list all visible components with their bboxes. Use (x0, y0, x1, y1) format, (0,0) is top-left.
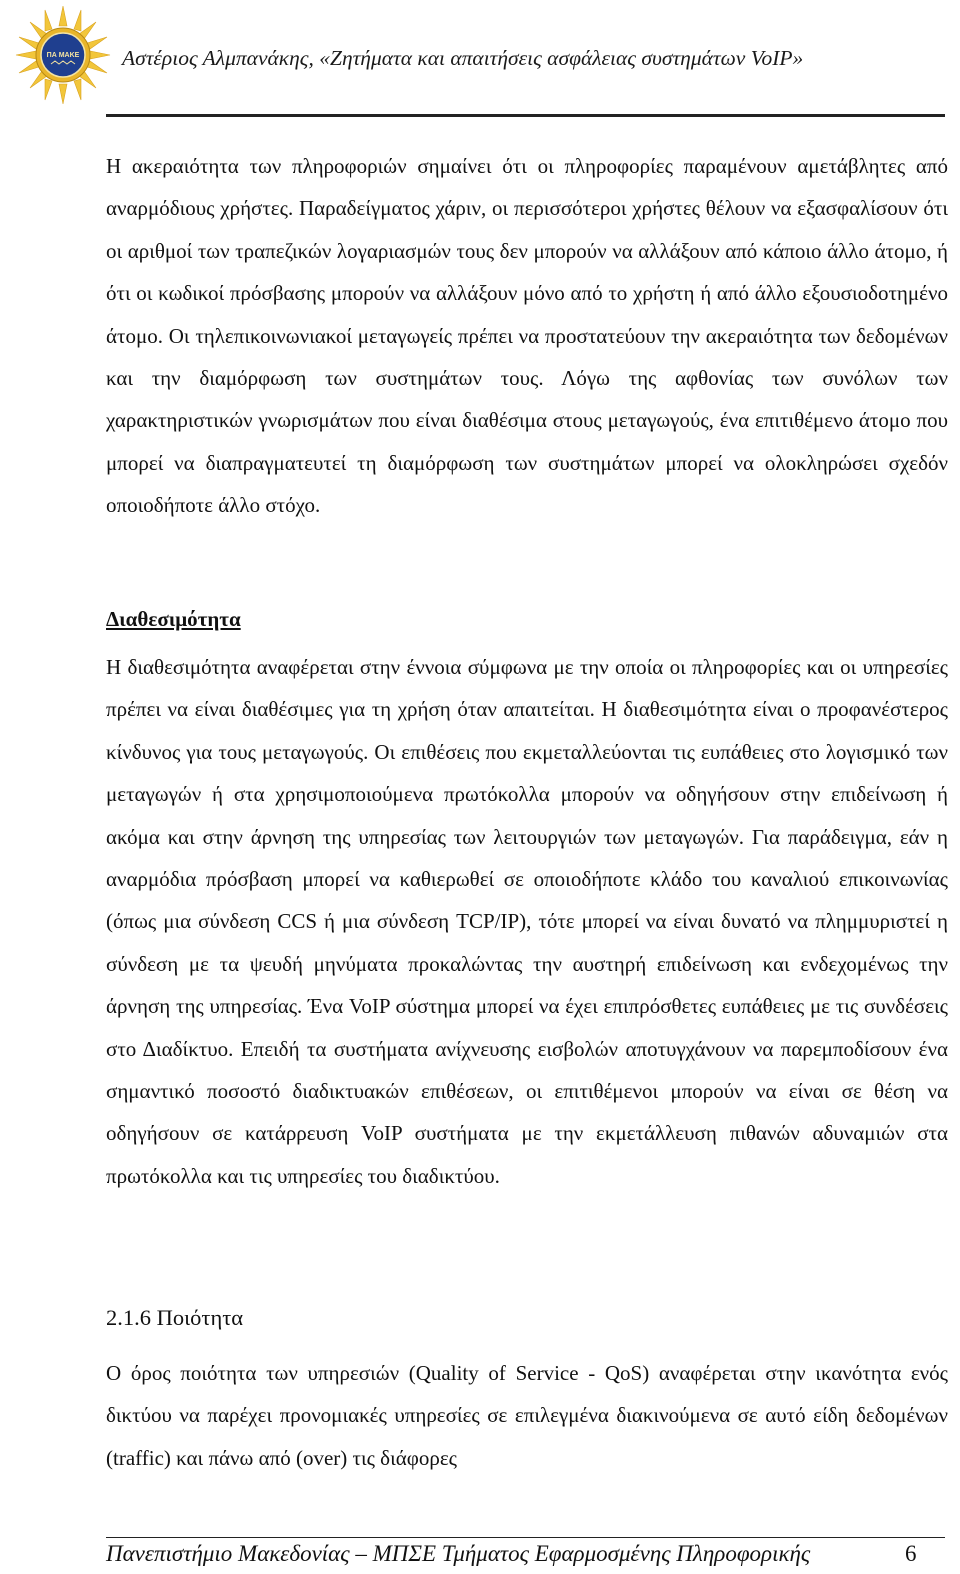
page-number: 6 (905, 1541, 917, 1566)
paragraph-integrity: Η ακεραιότητα των πληροφοριών σημαίνει ότι οι πληροφορίες παραμένουν αμετάβλητες από αναρμόδιους χρήστες. Παραδείγματος χάριν, οι περισσότεροι χρήστες θέλουν να εξασφαλίσουν ότι οι αριθμοί των τραπεζικών λογαριασμών τους δεν μπορούν να αλλάξουν από κάποιο άλλο άτομο, ή ότι οι κωδικοί πρόσβασης μπορούν να αλλάξουν μόνο από το χρήστη ή από άλλο εξουσιοδοτημένο άτομο. Οι τηλεπικοινωνιακοί μεταγωγείς πρέπει να προστατεύουν την ακεραιότητα των δεδομένων και την διαμόρφωση των συστημάτων τους. Λόγω της αφθονίας των συνόλων των χαρακτηριστικών γνωρισμάτων που είναι διαθέσιμα στους μεταγωγούς, ένα επιτιθέμενο άτομο που μπορεί να διαπραγματευτεί τη διαμόρφωση των συστημάτων μπορεί να ολοκληρώσει σχεδόν οποιοδήποτε άλλο στόχο. (106, 154, 948, 518)
footer-text: Πανεπιστήμιο Μακεδονίας – ΜΠΣΕ Τμήματος Εφαρμοσμένης Πληροφορικής (106, 1541, 811, 1566)
document-header-title: Αστέριος Αλμπανάκης, «Ζητήματα και απαιτήσεις ασφάλειας συστημάτων VoIP» (122, 46, 804, 70)
paragraph-availability: Η διαθεσιμότητα αναφέρεται στην έννοια σύμφωνα με την οποία οι πληροφορίες και οι υπηρεσίες πρέπει να είναι διαθέσιμες για τη χρήση όταν απαιτείται. Η διαθεσιμότητα είναι ο προφανέστερος κίνδυνος για τους μεταγωγούς. Οι επιθέσεις που εκμεταλλεύονται τις ευπάθειες στο λογισμικό των μεταγωγών ή στα χρησιμοποιούμενα πρωτόκολλα μπορούν να οδηγήσουν στην επιδείνωση ή ακόμα και στην άρνηση της υπηρεσίας των λειτουργιών των μεταγωγών. Για παράδειγμα, εάν η αναρμόδια πρόσβαση μπορεί να καθιερωθεί σε οποιοδήποτε κλάδο του καναλιού επικοινωνίας (όπως μια σύνδεση CCS ή μια σύνδεση TCP/IP), τότε μπορεί να είναι δυνατό να πλημμυριστεί η σύνδεση με τα ψευδή μηνύματα προκαλώντας την αυστηρή επιδείνωση και ενδεχομένως την άρνηση της υπηρεσίας. Ένα VoIP σύστημα μπορεί να έχει επιπρόσθετες ευπάθειες με τις συνδέσεις στο Διαδίκτυο. Επειδή τα συστήματα ανίχνευσης εισβολών αποτυγχάνουν να παρεμποδίσουν ένα σημαντικό ποσοστό διαδικτυακών επιθέσεων, οι επιτιθέμενοι μπορούν να είναι σε θέση να οδηγήσουν σε κατάρρευση VoIP συστήματα με την εκμετάλλευση πιθανών αδυναμιών στα πρωτόκολλα και τις υπηρεσίες του διαδικτύου. (106, 655, 948, 1188)
logo-text: ΠΑ ΜΑΚΕ (46, 52, 80, 59)
footer-divider (106, 1537, 945, 1538)
header-divider (106, 114, 945, 117)
paragraph-quality: Ο όρος ποιότητα των υπηρεσιών (Quality of Service - QoS) αναφέρεται στην ικανότητα ενός δικτύου να παρέχει προνομιακές υπηρεσίες σε επιλεγμένα διακινούμενα σε αυτό είδη δεδομένων (traffic) και πάνω από (over) τις διάφορες (106, 1361, 948, 1470)
quality-section-heading: 2.1.6 Ποιότητα (106, 1305, 244, 1330)
university-logo (14, 4, 112, 106)
availability-heading: Διαθεσιμότητα (106, 607, 241, 631)
